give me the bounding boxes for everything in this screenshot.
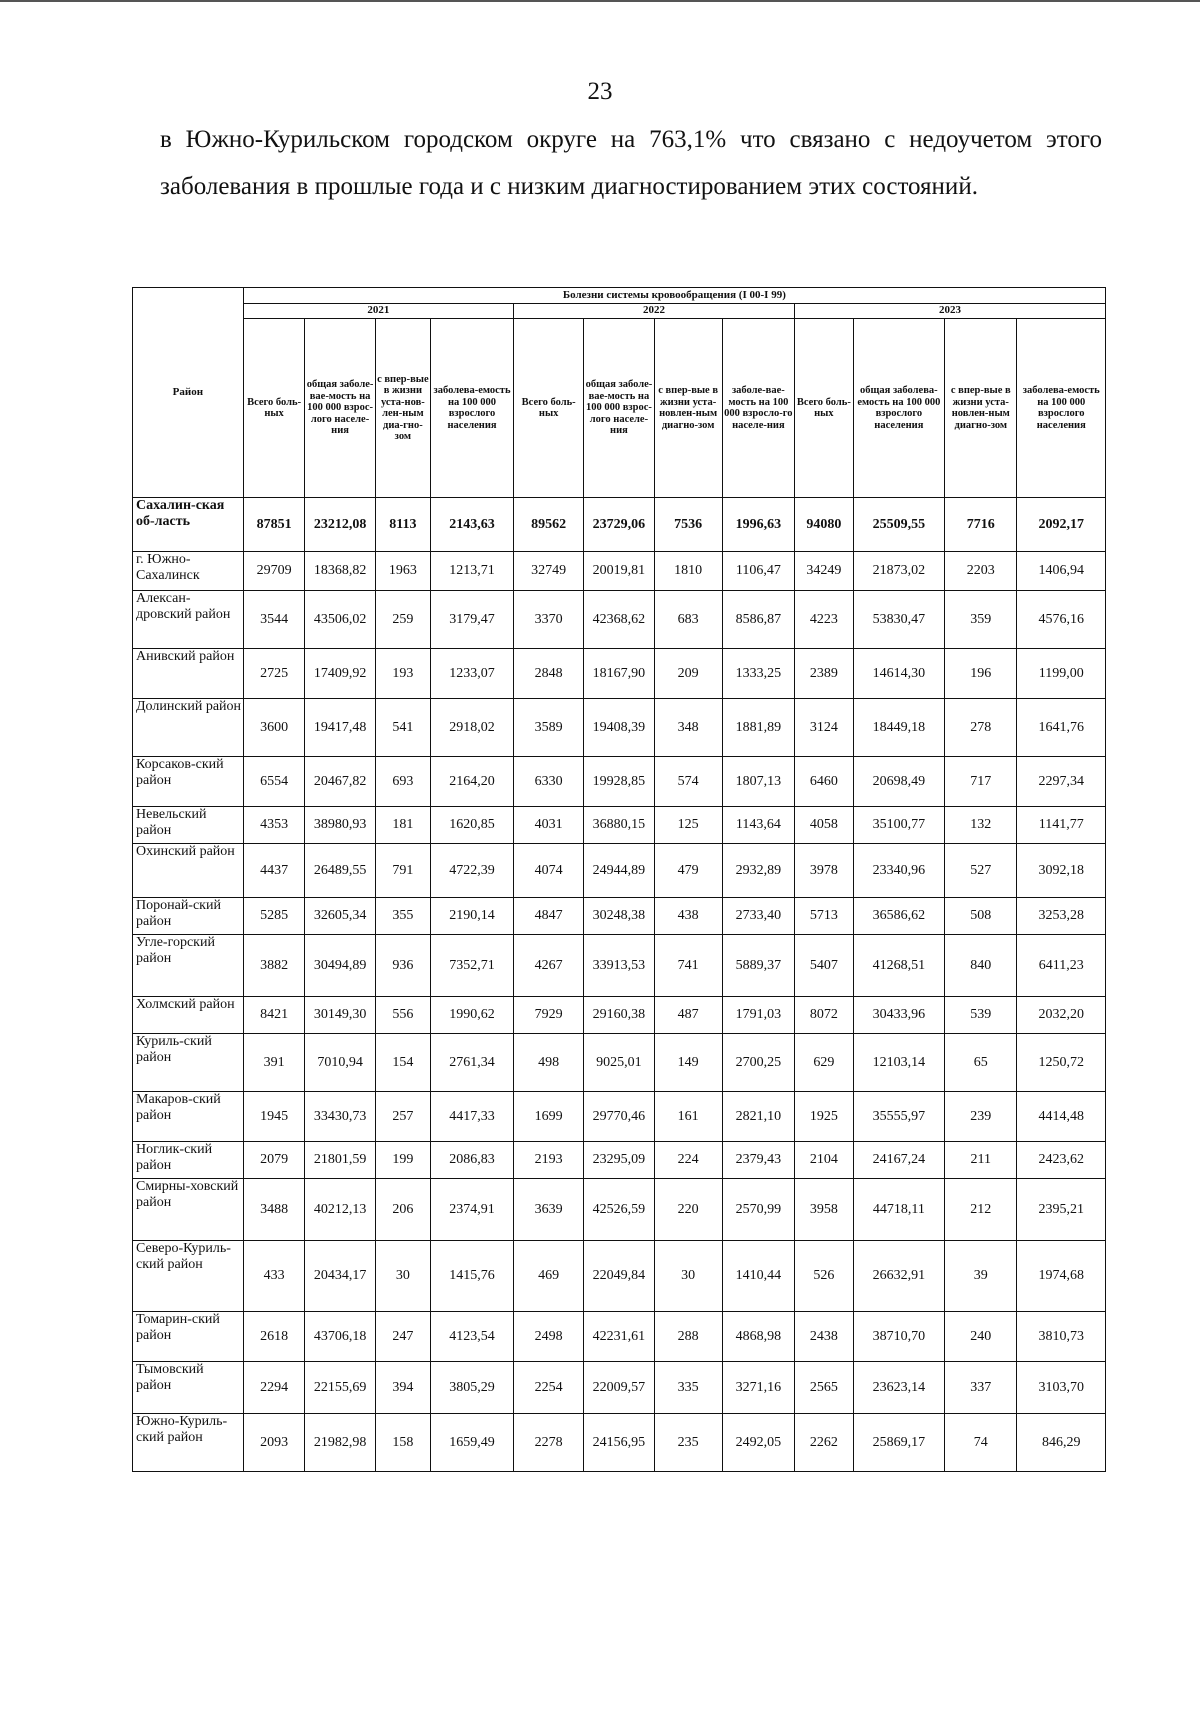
table-cell: 23340,96: [853, 844, 945, 898]
table-cell: 288: [654, 1312, 722, 1362]
district-name: Долинский район: [133, 699, 244, 757]
table-cell: 5889,37: [722, 935, 794, 997]
district-name: Холмский район: [133, 997, 244, 1034]
table-cell: 18368,82: [305, 552, 375, 591]
table-cell: 19928,85: [584, 757, 654, 807]
table-cell: 7352,71: [431, 935, 514, 997]
district-name: Смирны-ховский район: [133, 1179, 244, 1241]
table-cell: 2498: [514, 1312, 584, 1362]
morbidity-table: [132, 287, 1106, 1472]
table-row: [133, 552, 1106, 591]
table-cell: 4576,16: [1017, 591, 1106, 649]
table-cell: 2932,89: [722, 844, 794, 898]
table-cell: 94080: [795, 498, 854, 552]
table-cell: 3882: [243, 935, 305, 997]
table-cell: 2761,34: [431, 1034, 514, 1092]
table-cell: 2423,62: [1017, 1142, 1106, 1179]
table-cell: 2618: [243, 1312, 305, 1362]
table-cell: 791: [375, 844, 430, 898]
column-header: с впер-вые в жизни уста-новлен-ным диагно-зом: [945, 319, 1017, 498]
table-cell: 840: [945, 935, 1017, 997]
table-cell: 23295,09: [584, 1142, 654, 1179]
table-cell: 1659,49: [431, 1414, 514, 1472]
table-cell: 29709: [243, 552, 305, 591]
table-header: [133, 288, 1106, 498]
table-cell: 1415,76: [431, 1241, 514, 1312]
district-name: Невельский район: [133, 807, 244, 844]
table-cell: 12103,14: [853, 1034, 945, 1092]
table-cell: 1881,89: [722, 699, 794, 757]
table-cell: 239: [945, 1092, 1017, 1142]
district-name: Ноглик-ский район: [133, 1142, 244, 1179]
year-header-2023: 2023: [795, 304, 1106, 319]
table-cell: 1620,85: [431, 807, 514, 844]
table-cell: 3810,73: [1017, 1312, 1106, 1362]
district-name: Охинский район: [133, 844, 244, 898]
column-header: заболева-емость на 100 000 взрослого населения: [431, 319, 514, 498]
table-cell: 53830,47: [853, 591, 945, 649]
table-body: [133, 498, 1106, 1472]
district-name: Южно-Куриль-ский район: [133, 1414, 244, 1472]
table-cell: 683: [654, 591, 722, 649]
table-cell: 40212,13: [305, 1179, 375, 1241]
table-row: [133, 591, 1106, 649]
table-row: [133, 1034, 1106, 1092]
table-cell: 556: [375, 997, 430, 1034]
table-cell: 2918,02: [431, 699, 514, 757]
table-cell: 29770,46: [584, 1092, 654, 1142]
table-cell: 89562: [514, 498, 584, 552]
table-cell: 3600: [243, 699, 305, 757]
table-cell: 1233,07: [431, 649, 514, 699]
table-cell: 32605,34: [305, 898, 375, 935]
table-cell: 2374,91: [431, 1179, 514, 1241]
table-cell: 2297,34: [1017, 757, 1106, 807]
table-cell: 22049,84: [584, 1241, 654, 1312]
column-header: Всего боль-ных: [795, 319, 854, 498]
table-cell: 35100,77: [853, 807, 945, 844]
table-row: [133, 757, 1106, 807]
table-cell: 42526,59: [584, 1179, 654, 1241]
table-cell: 247: [375, 1312, 430, 1362]
table-cell: 2092,17: [1017, 498, 1106, 552]
table-cell: 1106,47: [722, 552, 794, 591]
district-name: Анивский район: [133, 649, 244, 699]
table-cell: 7010,94: [305, 1034, 375, 1092]
table-cell: 2143,63: [431, 498, 514, 552]
table-row: [133, 898, 1106, 935]
table-cell: 23212,08: [305, 498, 375, 552]
district-name: Томарин-ский район: [133, 1312, 244, 1362]
table-cell: 30248,38: [584, 898, 654, 935]
intro-paragraph: в Южно-Курильском городском округе на 763,1% что связано с недоучетом этого заболевания в прошлые года и с низким диагностированием этих состояний.: [160, 126, 1102, 200]
table-cell: 3271,16: [722, 1362, 794, 1414]
page-number: 23: [587, 78, 613, 105]
table-cell: 6460: [795, 757, 854, 807]
table-cell: 5713: [795, 898, 854, 935]
table-cell: 335: [654, 1362, 722, 1414]
table-cell: 2086,83: [431, 1142, 514, 1179]
table-cell: 3589: [514, 699, 584, 757]
table-cell: 2700,25: [722, 1034, 794, 1092]
table-cell: 23623,14: [853, 1362, 945, 1414]
table-cell: 20434,17: [305, 1241, 375, 1312]
table-cell: 2565: [795, 1362, 854, 1414]
table-cell: 8421: [243, 997, 305, 1034]
table-cell: 2725: [243, 649, 305, 699]
column-header: общая заболе-вае-мость на 100 000 взрос-лого населе-ния: [305, 319, 375, 498]
table-cell: 7929: [514, 997, 584, 1034]
table-cell: 199: [375, 1142, 430, 1179]
district-name: Сахалин-ская об-ласть: [133, 498, 244, 552]
table-cell: 3544: [243, 591, 305, 649]
table-cell: 1990,62: [431, 997, 514, 1034]
table-cell: 846,29: [1017, 1414, 1106, 1472]
table-cell: 469: [514, 1241, 584, 1312]
table-cell: 539: [945, 997, 1017, 1034]
table-cell: 2278: [514, 1414, 584, 1472]
table-cell: 21873,02: [853, 552, 945, 591]
table-row: [133, 844, 1106, 898]
table-cell: 209: [654, 649, 722, 699]
table-cell: 1410,44: [722, 1241, 794, 1312]
table-cell: 18449,18: [853, 699, 945, 757]
table-row: [133, 807, 1106, 844]
table-cell: 22155,69: [305, 1362, 375, 1414]
table-cell: 1807,13: [722, 757, 794, 807]
table-cell: 206: [375, 1179, 430, 1241]
table-cell: 1250,72: [1017, 1034, 1106, 1092]
table-cell: 1963: [375, 552, 430, 591]
table-cell: 25869,17: [853, 1414, 945, 1472]
table-cell: 2193: [514, 1142, 584, 1179]
table-cell: 30149,30: [305, 997, 375, 1034]
district-name: Куриль-ский район: [133, 1034, 244, 1092]
table-cell: 30494,89: [305, 935, 375, 997]
table-cell: 3253,28: [1017, 898, 1106, 935]
table-cell: 348: [654, 699, 722, 757]
table-cell: 161: [654, 1092, 722, 1142]
table-cell: 394: [375, 1362, 430, 1414]
table-cell: 2848: [514, 649, 584, 699]
table-cell: 4417,33: [431, 1092, 514, 1142]
year-header-2021: 2021: [243, 304, 513, 319]
table-cell: 2294: [243, 1362, 305, 1414]
table-cell: 4074: [514, 844, 584, 898]
table-cell: 26489,55: [305, 844, 375, 898]
table-cell: 1199,00: [1017, 649, 1106, 699]
table-cell: 4722,39: [431, 844, 514, 898]
table-cell: 2438: [795, 1312, 854, 1362]
table-cell: 2821,10: [722, 1092, 794, 1142]
district-name: Тымовский район: [133, 1362, 244, 1414]
table-row: [133, 1414, 1106, 1472]
column-header: с впер-вые в жизни уста-нов-лен-ным диа-гно-зом: [375, 319, 430, 498]
table-cell: 1213,71: [431, 552, 514, 591]
table-cell: 26632,91: [853, 1241, 945, 1312]
table-cell: 2492,05: [722, 1414, 794, 1472]
table-cell: 21801,59: [305, 1142, 375, 1179]
table-cell: 4058: [795, 807, 854, 844]
table-cell: 359: [945, 591, 1017, 649]
district-name: г. Южно-Сахалинск: [133, 552, 244, 591]
column-header: заболева-емость на 100 000 взрослого населения: [1017, 319, 1106, 498]
table-cell: 20698,49: [853, 757, 945, 807]
table-cell: 1791,03: [722, 997, 794, 1034]
table-cell: 717: [945, 757, 1017, 807]
table-cell: 2389: [795, 649, 854, 699]
table-cell: 23729,06: [584, 498, 654, 552]
table-cell: 6554: [243, 757, 305, 807]
table-cell: 24167,24: [853, 1142, 945, 1179]
table-cell: 2164,20: [431, 757, 514, 807]
table-row: [133, 649, 1106, 699]
table-cell: 87851: [243, 498, 305, 552]
column-header: общая заболева-емость на 100 000 взрослого населения: [853, 319, 945, 498]
table-row: [133, 997, 1106, 1034]
table-cell: 19408,39: [584, 699, 654, 757]
table-cell: 3805,29: [431, 1362, 514, 1414]
table-cell: 7716: [945, 498, 1017, 552]
table-cell: 38980,93: [305, 807, 375, 844]
table-cell: 3958: [795, 1179, 854, 1241]
table-cell: 193: [375, 649, 430, 699]
table-cell: 433: [243, 1241, 305, 1312]
table-cell: 19417,48: [305, 699, 375, 757]
table-cell: 181: [375, 807, 430, 844]
table-cell: 3978: [795, 844, 854, 898]
table-cell: 1699: [514, 1092, 584, 1142]
table-cell: 30: [654, 1241, 722, 1312]
table-cell: 149: [654, 1034, 722, 1092]
table-cell: 20019,81: [584, 552, 654, 591]
district-name: Поронай-ский район: [133, 898, 244, 935]
table-cell: 74: [945, 1414, 1017, 1472]
table-cell: 20467,82: [305, 757, 375, 807]
column-header: Всего боль-ных: [243, 319, 305, 498]
table-cell: 4868,98: [722, 1312, 794, 1362]
table-cell: 4414,48: [1017, 1092, 1106, 1142]
table-cell: 65: [945, 1034, 1017, 1092]
table-cell: 1945: [243, 1092, 305, 1142]
table-cell: 34249: [795, 552, 854, 591]
table-cell: 24944,89: [584, 844, 654, 898]
table-cell: 42231,61: [584, 1312, 654, 1362]
table-cell: 574: [654, 757, 722, 807]
table-cell: 936: [375, 935, 430, 997]
table-cell: 1974,68: [1017, 1241, 1106, 1312]
table-cell: 1810: [654, 552, 722, 591]
table-cell: 526: [795, 1241, 854, 1312]
table-row: [133, 699, 1106, 757]
table-cell: 259: [375, 591, 430, 649]
table-cell: 24156,95: [584, 1414, 654, 1472]
table-row: [133, 935, 1106, 997]
table-cell: 257: [375, 1092, 430, 1142]
table-cell: 3639: [514, 1179, 584, 1241]
table-cell: 1141,77: [1017, 807, 1106, 844]
region-column-header: Район: [133, 288, 244, 498]
table-cell: 29160,38: [584, 997, 654, 1034]
table-cell: 2093: [243, 1414, 305, 1472]
table-cell: 4267: [514, 935, 584, 997]
table-cell: 3179,47: [431, 591, 514, 649]
table-cell: 3370: [514, 591, 584, 649]
table-cell: 487: [654, 997, 722, 1034]
table-cell: 337: [945, 1362, 1017, 1414]
table-cell: 2190,14: [431, 898, 514, 935]
table-cell: 8072: [795, 997, 854, 1034]
table-cell: 44718,11: [853, 1179, 945, 1241]
district-name: Корсаков-ский район: [133, 757, 244, 807]
table-cell: 4353: [243, 807, 305, 844]
table-cell: 2254: [514, 1362, 584, 1414]
table-cell: 2395,21: [1017, 1179, 1106, 1241]
table-cell: 5285: [243, 898, 305, 935]
table-cell: 33430,73: [305, 1092, 375, 1142]
table-cell: 741: [654, 935, 722, 997]
table-cell: 33913,53: [584, 935, 654, 997]
table-cell: 2262: [795, 1414, 854, 1472]
table-cell: 6411,23: [1017, 935, 1106, 997]
table-cell: 391: [243, 1034, 305, 1092]
column-header: общая заболе-вае-мость на 100 000 взрос-лого населе-ния: [584, 319, 654, 498]
table-cell: 196: [945, 649, 1017, 699]
table-cell: 2203: [945, 552, 1017, 591]
table-cell: 4847: [514, 898, 584, 935]
table-cell: 3103,70: [1017, 1362, 1106, 1414]
table-cell: 1996,63: [722, 498, 794, 552]
table-row: [133, 1142, 1106, 1179]
district-name: Алексан-дровский район: [133, 591, 244, 649]
table-cell: 14614,30: [853, 649, 945, 699]
year-header-2022: 2022: [514, 304, 795, 319]
table-cell: 6330: [514, 757, 584, 807]
table-cell: 36586,62: [853, 898, 945, 935]
table-cell: 224: [654, 1142, 722, 1179]
table-cell: 41268,51: [853, 935, 945, 997]
table-cell: 1925: [795, 1092, 854, 1142]
column-header: с впер-вые в жизни уста-новлен-ным диагно-зом: [654, 319, 722, 498]
table-cell: 1333,25: [722, 649, 794, 699]
table-cell: 38710,70: [853, 1312, 945, 1362]
table-cell: 39: [945, 1241, 1017, 1312]
table-cell: 693: [375, 757, 430, 807]
table-row: [133, 1092, 1106, 1142]
table-row: [133, 1241, 1106, 1312]
table-cell: 1641,76: [1017, 699, 1106, 757]
table-cell: 240: [945, 1312, 1017, 1362]
table-cell: 42368,62: [584, 591, 654, 649]
table-cell: 3124: [795, 699, 854, 757]
table-cell: 125: [654, 807, 722, 844]
table-cell: 3488: [243, 1179, 305, 1241]
table-cell: 8586,87: [722, 591, 794, 649]
table-cell: 629: [795, 1034, 854, 1092]
table-cell: 5407: [795, 935, 854, 997]
table-cell: 30433,96: [853, 997, 945, 1034]
table-cell: 1406,94: [1017, 552, 1106, 591]
table-row: [133, 1362, 1106, 1414]
table-cell: 479: [654, 844, 722, 898]
table-cell: 18167,90: [584, 649, 654, 699]
district-name: Макаров-ский район: [133, 1092, 244, 1142]
table-cell: 158: [375, 1414, 430, 1472]
table-cell: 438: [654, 898, 722, 935]
table-cell: 508: [945, 898, 1017, 935]
table-row: [133, 498, 1106, 552]
table-cell: 4437: [243, 844, 305, 898]
table-row: [133, 1312, 1106, 1362]
table-cell: 212: [945, 1179, 1017, 1241]
table-cell: 235: [654, 1414, 722, 1472]
table-cell: 35555,97: [853, 1092, 945, 1142]
table-cell: 211: [945, 1142, 1017, 1179]
district-name: Северо-Куриль-ский район: [133, 1241, 244, 1312]
table-cell: 132: [945, 807, 1017, 844]
table-cell: 278: [945, 699, 1017, 757]
table-cell: 2032,20: [1017, 997, 1106, 1034]
table-cell: 36880,15: [584, 807, 654, 844]
table-cell: 1143,64: [722, 807, 794, 844]
table-cell: 498: [514, 1034, 584, 1092]
table-cell: 154: [375, 1034, 430, 1092]
table-cell: 7536: [654, 498, 722, 552]
disease-group-header: Болезни системы кровообращения (I 00-I 99): [243, 288, 1105, 304]
table-cell: 4031: [514, 807, 584, 844]
table-cell: 43706,18: [305, 1312, 375, 1362]
column-header: заболе-вае-мость на 100 000 взросло-го населе-ния: [722, 319, 794, 498]
table-cell: 4123,54: [431, 1312, 514, 1362]
table-cell: 9025,01: [584, 1034, 654, 1092]
table-cell: 21982,98: [305, 1414, 375, 1472]
table-cell: 2570,99: [722, 1179, 794, 1241]
table-cell: 4223: [795, 591, 854, 649]
table-cell: 30: [375, 1241, 430, 1312]
table-cell: 25509,55: [853, 498, 945, 552]
table-cell: 2733,40: [722, 898, 794, 935]
table-cell: 220: [654, 1179, 722, 1241]
table-cell: 32749: [514, 552, 584, 591]
table-cell: 8113: [375, 498, 430, 552]
table-cell: 355: [375, 898, 430, 935]
table-cell: 527: [945, 844, 1017, 898]
table-cell: 22009,57: [584, 1362, 654, 1414]
column-header: Всего боль-ных: [514, 319, 584, 498]
table-cell: 2104: [795, 1142, 854, 1179]
table-cell: 3092,18: [1017, 844, 1106, 898]
district-name: Угле-горский район: [133, 935, 244, 997]
table-cell: 541: [375, 699, 430, 757]
table-row: [133, 1179, 1106, 1241]
table-cell: 2079: [243, 1142, 305, 1179]
table-cell: 17409,92: [305, 649, 375, 699]
table-cell: 43506,02: [305, 591, 375, 649]
table-cell: 2379,43: [722, 1142, 794, 1179]
scan-top-border: [0, 0, 1200, 2]
